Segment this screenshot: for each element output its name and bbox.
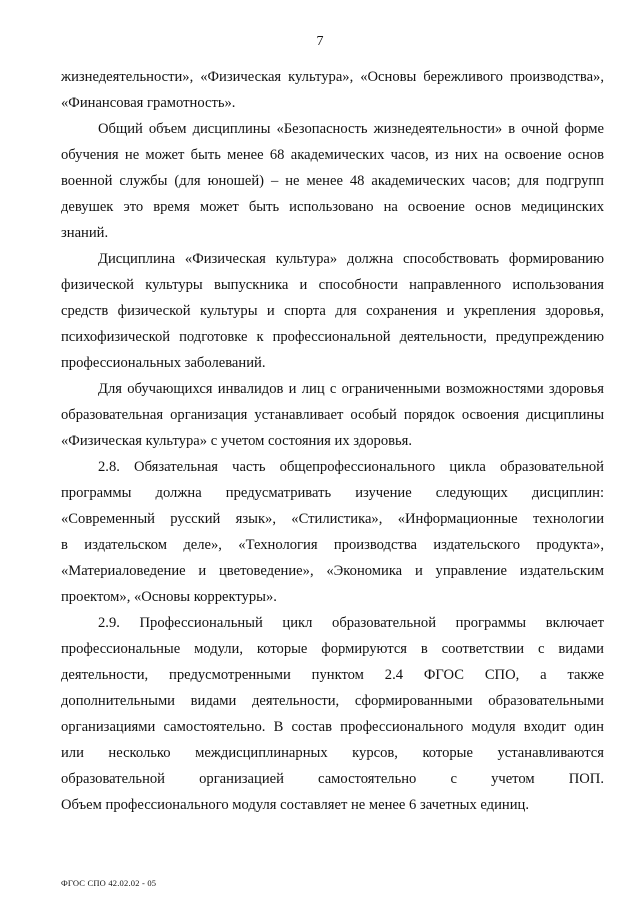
text-line: или несколько междисциплинарных курсов, которые устанавливаются (61, 745, 604, 761)
paragraph-disabled-students (61, 376, 604, 454)
text-line: 2.9. Профессиональный цикл образовательной программы включает (98, 615, 604, 631)
paragraph-continuation (61, 64, 604, 116)
paragraph-physical-culture (61, 246, 604, 376)
text-line: Дисциплина «Физическая культура» должна способствовать формированию (98, 251, 604, 267)
page-number: 7 (316, 34, 324, 49)
text-line: физической культуры выпускника и способности направленного использования (61, 277, 604, 293)
text-line: обучения не может быть менее 68 академических часов, из них на освоение основ (61, 147, 604, 163)
text-line: образовательная организация устанавливает особый порядок освоения дисциплины (61, 407, 604, 423)
document-body (61, 64, 604, 818)
text-line: «Материаловедение и цветоведение», «Экономика и управление издательским (61, 563, 604, 579)
text-line: Общий объем дисциплины «Безопасность жизнедеятельности» в очной форме (98, 121, 604, 137)
text-line: программы должна предусматривать изучение следующих дисциплин: (61, 485, 604, 501)
text-line: «Финансовая грамотность». (61, 95, 236, 111)
text-line: проектом», «Основы корректуры». (61, 589, 277, 605)
text-line: психофизической подготовке к профессиональной деятельности, предупреждению (61, 329, 604, 345)
text-line: Объем профессионального модуля составляет не менее 6 зачетных единиц. (61, 797, 529, 813)
text-line: образовательной организацией самостоятельно с учетом ПОП. (61, 771, 604, 787)
text-line: дополнительными видами деятельности, сформированными образовательными (61, 693, 604, 709)
text-line: профессиональные модули, которые формируются в соответствии с видами (61, 641, 604, 657)
text-line: жизнедеятельности», «Физическая культура», «Основы бережливого производства», (61, 69, 604, 85)
text-line: девушек это время может быть использовано на освоение основ медицинских (61, 199, 604, 215)
paragraph-section-2-8 (61, 454, 604, 610)
text-line: организациями самостоятельно. В состав профессионального модуля входит один (61, 719, 604, 735)
text-line: профессиональных заболеваний. (61, 355, 266, 371)
text-line: знаний. (61, 225, 109, 241)
text-line: Для обучающихся инвалидов и лиц с ограниченными возможностями здоровья (98, 381, 604, 397)
text-line: деятельности, предусмотренными пунктом 2.4 ФГОС СПО, а также (61, 667, 604, 683)
text-line: в издательском деле», «Технология производства издательского продукта», (61, 537, 604, 553)
paragraph-life-safety (61, 116, 604, 246)
text-line: средств физической культуры и спорта для сохранения и укрепления здоровья, (61, 303, 604, 319)
text-line: «Современный русский язык», «Стилистика», «Информационные технологии (61, 511, 604, 527)
footer-document-code: ФГОС СПО 42.02.02 - 05 (61, 878, 157, 888)
paragraph-section-2-9 (61, 610, 604, 818)
text-line: 2.8. Обязательная часть общепрофессионального цикла образовательной (98, 459, 604, 475)
text-line: «Физическая культура» с учетом состояния их здоровья. (61, 433, 413, 449)
text-line: военной службы (для юношей) – не менее 48 академических часов; для подгрупп (61, 173, 604, 189)
